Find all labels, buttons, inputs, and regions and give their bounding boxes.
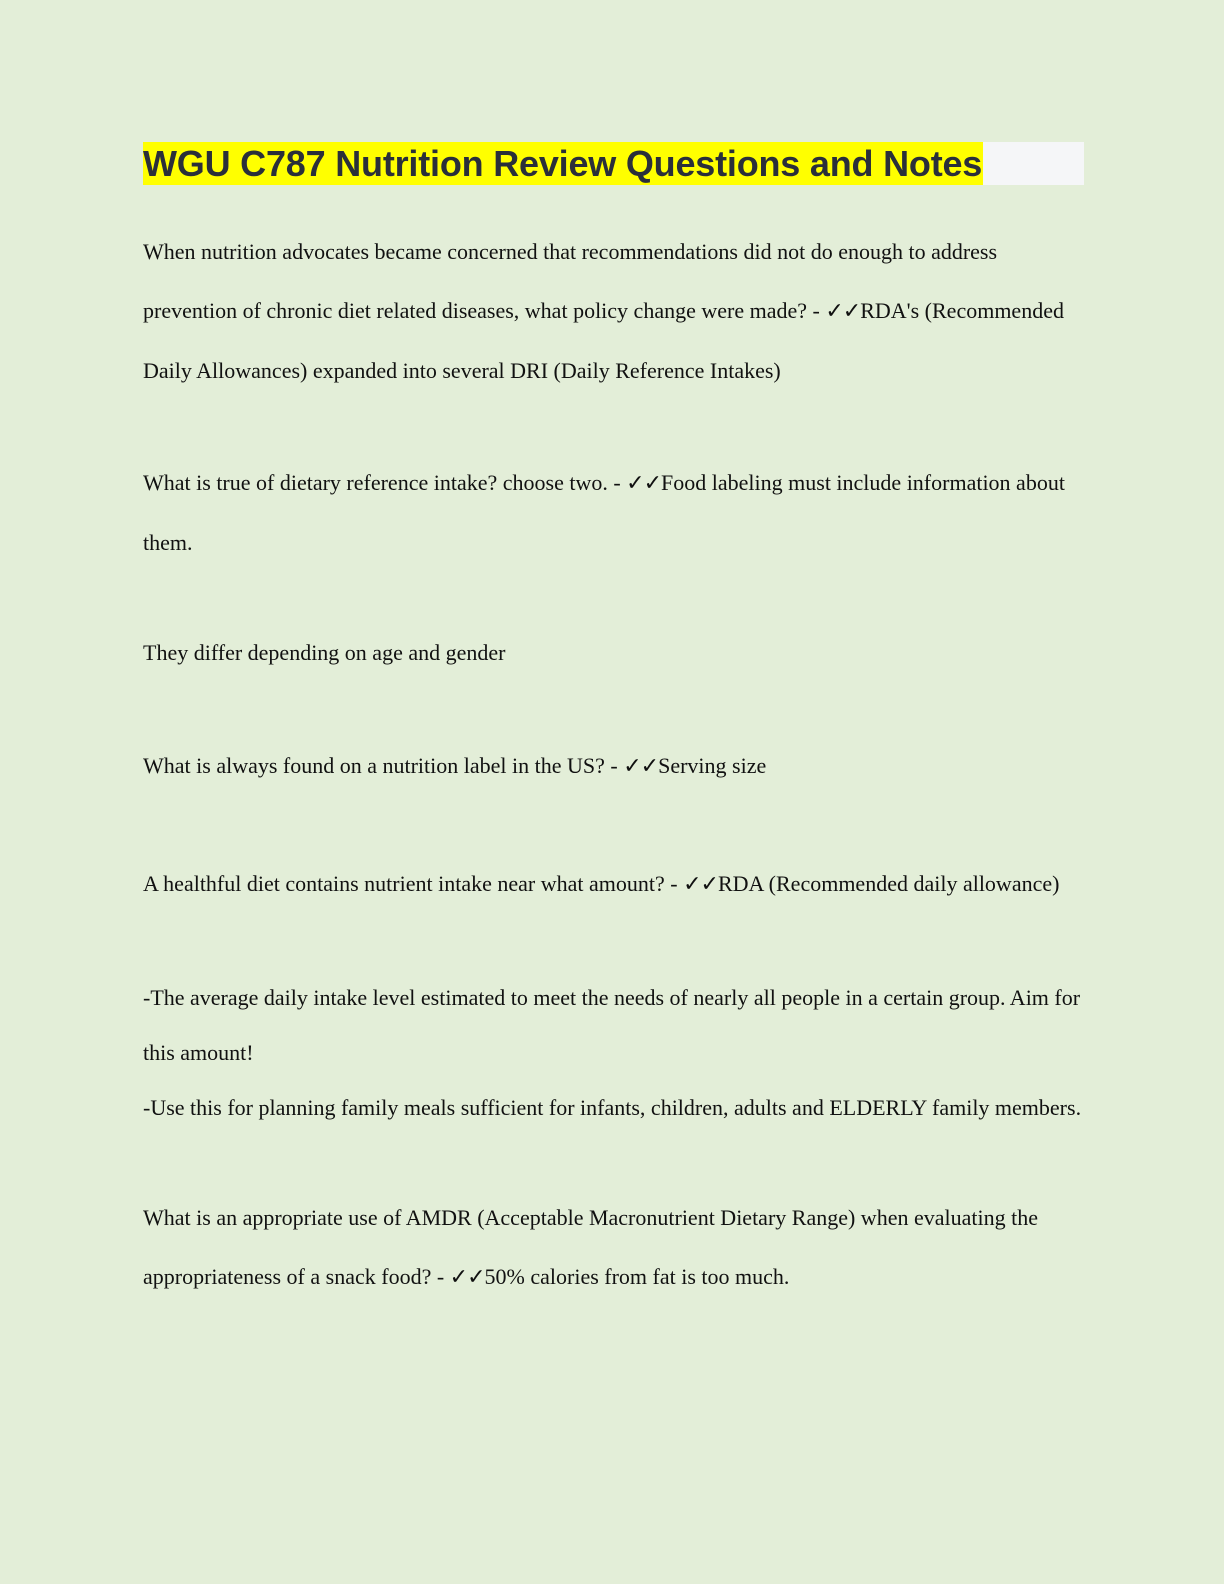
question-text: A healthful diet contains nutrient intake near what amount? -	[143, 871, 684, 896]
question-paragraph-3	[143, 736, 1083, 796]
paragraph-spacer	[143, 914, 1083, 970]
answer-continuation-paragraph	[143, 623, 1083, 682]
answer-text: RDA's (Recommended Daily Allowances) expanded into several DRI (Daily Reference Intakes)	[143, 298, 1064, 383]
double-check-icon: ✓✓	[683, 872, 718, 897]
answer-text: They differ depending on age and gender	[143, 640, 506, 665]
question-text: What is true of dietary reference intake? choose two. -	[143, 470, 627, 495]
question-paragraph-1	[143, 222, 1083, 400]
question-paragraph-5	[143, 1188, 1083, 1307]
note-text: -The average daily intake level estimated to meet the needs of nearly all people in a certain group. Aim for this amount!	[143, 985, 1081, 1065]
answer-text: Serving size	[658, 753, 767, 778]
title-bar	[143, 142, 1084, 185]
double-check-icon: ✓✓	[825, 299, 861, 324]
paragraph-spacer	[143, 682, 1083, 736]
answer-text: Food labeling must include information about them.	[143, 470, 1065, 555]
double-check-icon: ✓✓	[449, 1265, 485, 1290]
question-text: What is always found on a nutrition label in the US? -	[143, 753, 624, 778]
paragraph-spacer	[143, 400, 1083, 453]
paragraph-spacer	[143, 796, 1083, 854]
double-check-icon: ✓✓	[626, 471, 662, 496]
double-check-icon: ✓✓	[623, 754, 659, 779]
question-text: What is an appropriate use of AMDR (Acceptable Macronutrient Dietary Range) when evaluating the appropriateness of a snack food? -	[143, 1205, 1038, 1289]
question-paragraph-2	[143, 453, 1083, 572]
answer-text: RDA (Recommended daily allowance)	[717, 871, 1060, 896]
note-paragraph-1	[143, 970, 1083, 1080]
question-paragraph-4	[143, 854, 1083, 914]
document-body	[143, 222, 1083, 1307]
note-paragraph-2	[143, 1080, 1083, 1135]
paragraph-spacer	[143, 1135, 1083, 1188]
document-title: WGU C787 Nutrition Review Questions and Notes	[143, 143, 983, 184]
note-text: -Use this for planning family meals sufficient for infants, children, adults and ELDERLY family members.	[143, 1095, 1082, 1120]
question-text: When nutrition advocates became concerned that recommendations did not do enough to address prevention of chronic diet related diseases, what policy change were made? -	[143, 239, 998, 323]
paragraph-spacer	[143, 572, 1083, 623]
answer-text: 50% calories from fat is too much.	[484, 1264, 790, 1289]
